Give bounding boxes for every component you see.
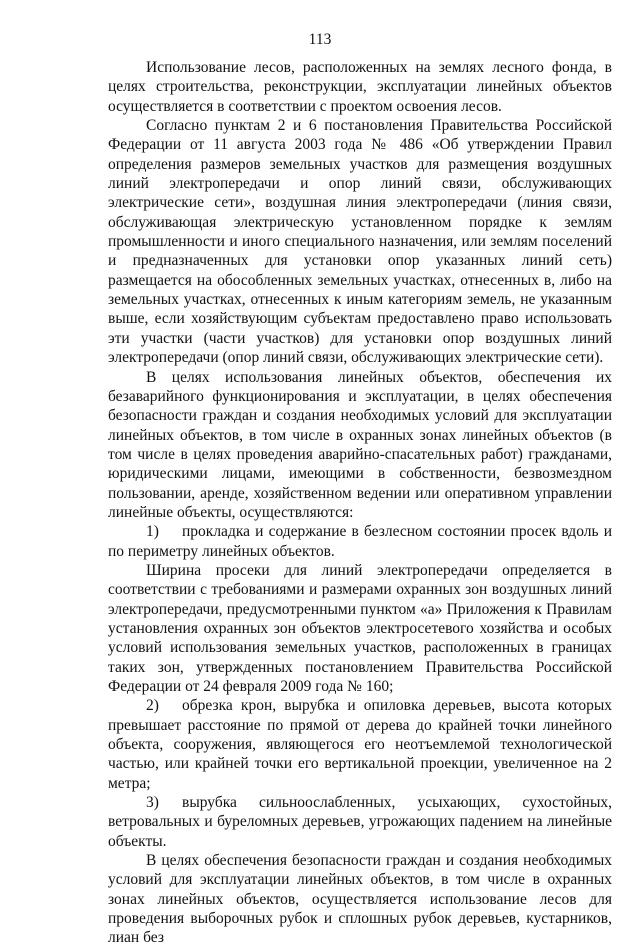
list-item-3-text: вырубка сильноослабленных, усыхающих, сухостойных, ветровальных и буреломных деревьев, угрожающих падением на линейные объекты. — [108, 794, 612, 850]
list-marker-1: 1) — [146, 523, 159, 541]
paragraph-government-decree-486: Согласно пунктам 2 и 6 постановления Правительства Российской Федерации от 11 августа 2003 года № 486 «Об утверждении Правил определения размеров земельных участков для размещения воздушных линий электропередачи и опор линий связи, обслуживающих электрические сети», воздушная линия электропередачи (линия связи, обслуживающая электрическую установленном порядке к землям промышленности и иного специального назначения, или землям поселений и предназначенных для установки опор указанных линий сеть) размещается на обособленных земельных участках, отнесенных в, либо на земельных участках, отнесенных к иным категориям земель, не указанным выше, если хозяйствующим субъектам предоставлено право использовать эти участки (части участков) для установки опор воздушных линий электропередачи (опор линий связи, обслуживающих электрические сети). — [108, 117, 612, 367]
list-item-2-text: обрезка крон, вырубка и опиловка деревьев, высота которых превышает расстояние по прямой от дерева до крайней точки линейного объекта, сооружения, являющегося его неотъемлемой технологической частью, или крайней точки его вертикальной проекции, увеличенное на 2 метра; — [108, 697, 612, 792]
list-marker-2: 2) — [146, 697, 159, 715]
paragraph-forest-use-linear-objects: Использование лесов, расположенных на землях лесного фонда, в целях строительства, реконструкции, эксплуатации линейных объектов осуществляется в соответствии с проектом освоения лесов. — [108, 59, 612, 115]
document-body — [108, 58, 612, 948]
paragraph-safety-felling: В целях обеспечения безопасности граждан и создания необходимых условий для эксплуатации линейных объектов, в том числе в охранных зонах линейных объектов, осуществляется использование лесов для проведения выборочных рубок и сплошных рубок деревьев, кустарников, лиан без — [108, 852, 612, 947]
list-item-3 — [108, 793, 612, 851]
list-item-1-text: прокладка и содержание в безлесном состоянии просек вдоль и по периметру линейных объектов. — [108, 523, 612, 560]
list-item-2 — [108, 696, 612, 793]
paragraph-linear-objects-operation: В целях использования линейных объектов, обеспечения их безаварийного функционирования и эксплуатации, в целях обеспечения безопасности граждан и создания необходимых условий для эксплуатации линейных объектов, в том числе в охранных зонах линейных объектов (в том числе в целях проведения аварийно-спасательных работ) гражданами, юридическими лицами, имеющими в собственности, безвозмездном пользовании, аренде, хозяйственном ведении или оперативном управлении линейные объекты, осуществляются: — [108, 368, 612, 521]
list-marker-3: 3) — [146, 794, 159, 812]
list-item-1 — [108, 522, 612, 561]
paragraph-clearing-width: Ширина просеки для линий электропередачи определяется в соответствии с требованиями и размерами охранных зон воздушных линий электропередачи, предусмотренными пунктом «а» Приложения к Правилам установления охранных зон объектов электросетевого хозяйства и особых условий использования земельных участков, расположенных в границах таких зон, утвержденных постановлением Правительства Российской Федерации от 24 февраля 2009 года № 160; — [108, 561, 612, 695]
page-number: 113 — [308, 31, 332, 48]
